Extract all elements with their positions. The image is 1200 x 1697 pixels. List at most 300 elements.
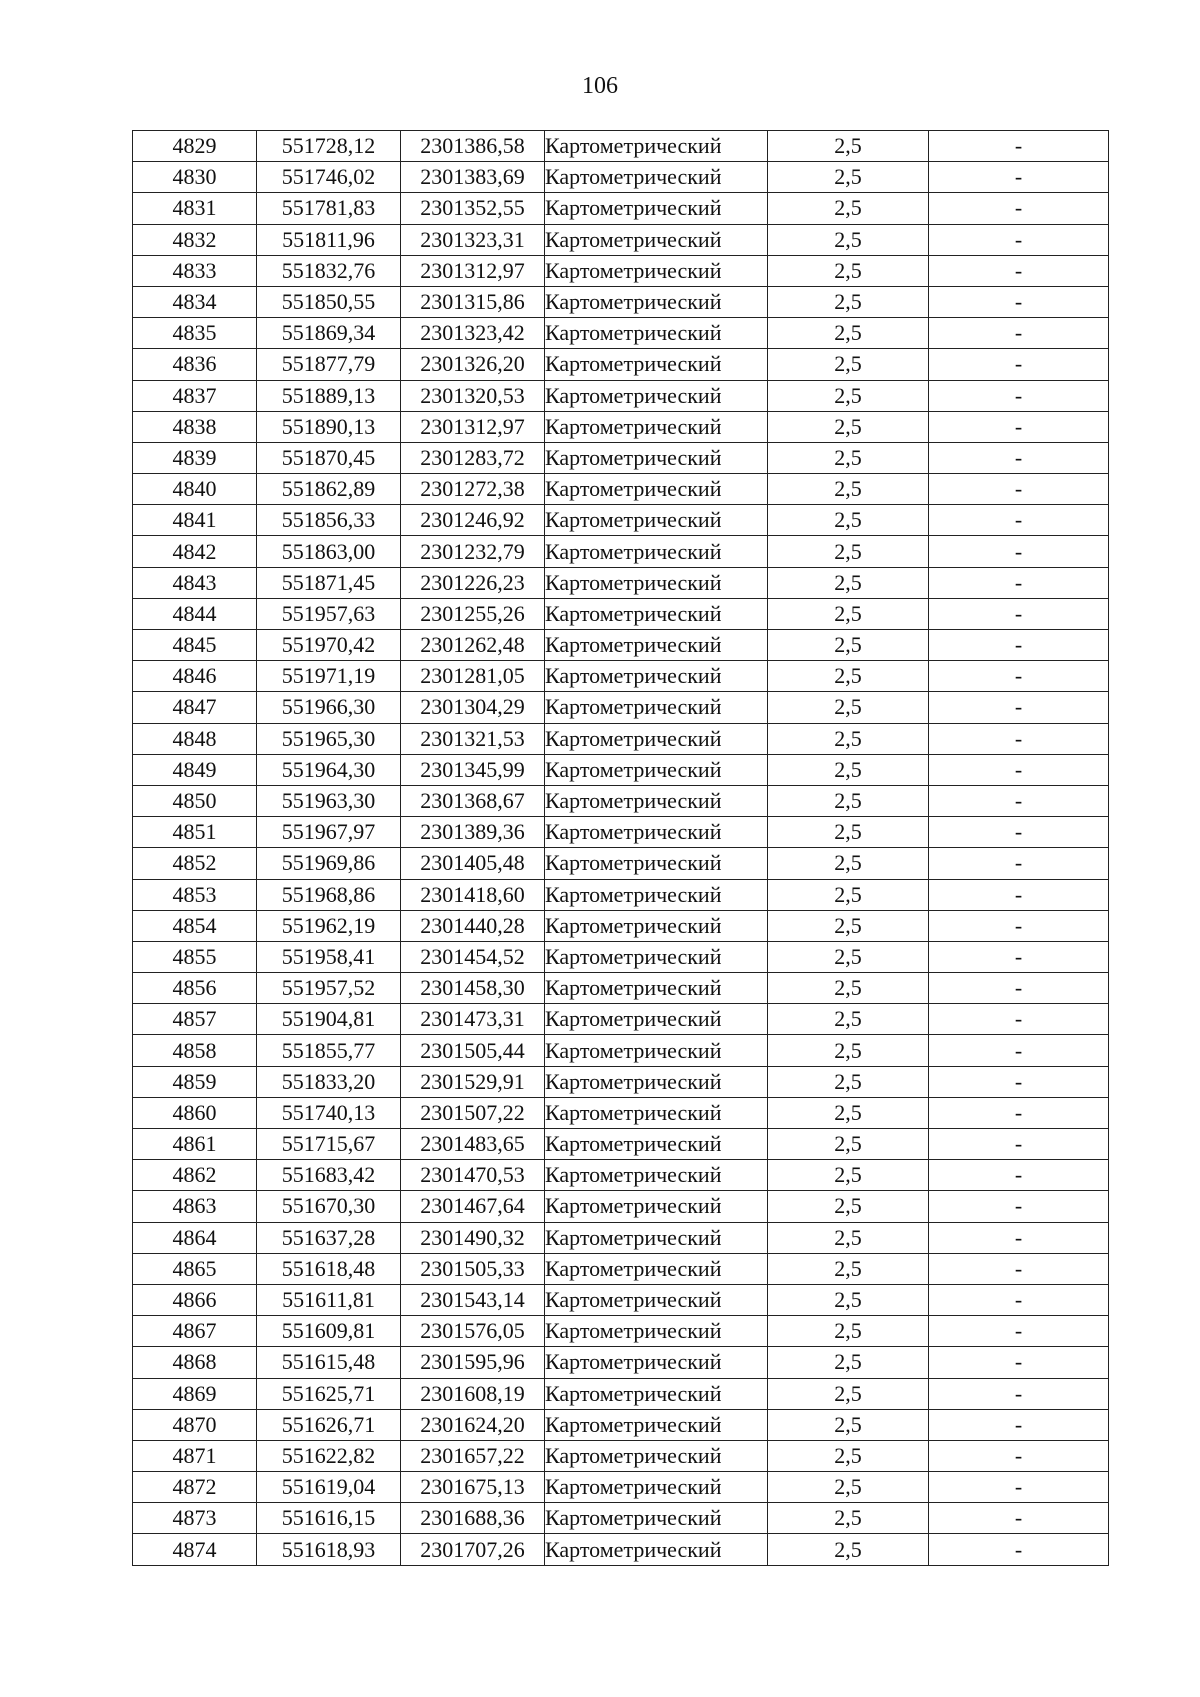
description-cell: - — [929, 692, 1109, 723]
y-coordinate-cell: 2301383,69 — [401, 162, 545, 193]
method-cell: Картометрический — [545, 723, 768, 754]
point-number-cell: 4854 — [133, 910, 257, 941]
precision-cell: 2,5 — [768, 1409, 929, 1440]
point-number-cell: 4831 — [133, 193, 257, 224]
description-cell: - — [929, 1035, 1109, 1066]
y-coordinate-cell: 2301624,20 — [401, 1409, 545, 1440]
coordinates-table-body — [133, 131, 1109, 1566]
table-row — [133, 1440, 1109, 1471]
method-cell: Картометрический — [545, 692, 768, 723]
point-number-cell: 4849 — [133, 754, 257, 785]
point-number-cell: 4856 — [133, 973, 257, 1004]
x-coordinate-cell: 551670,30 — [257, 1191, 401, 1222]
description-cell: - — [929, 754, 1109, 785]
description-cell: - — [929, 1066, 1109, 1097]
description-cell: - — [929, 318, 1109, 349]
x-coordinate-cell: 551871,45 — [257, 567, 401, 598]
page-number: 106 — [582, 73, 618, 99]
precision-cell: 2,5 — [768, 1284, 929, 1315]
table-row — [133, 941, 1109, 972]
method-cell: Картометрический — [545, 1253, 768, 1284]
precision-cell: 2,5 — [768, 474, 929, 505]
y-coordinate-cell: 2301405,48 — [401, 848, 545, 879]
y-coordinate-cell: 2301226,23 — [401, 567, 545, 598]
description-cell: - — [929, 286, 1109, 317]
point-number-cell: 4836 — [133, 349, 257, 380]
table-row — [133, 1503, 1109, 1534]
description-cell: - — [929, 474, 1109, 505]
table-row — [133, 848, 1109, 879]
table-row — [133, 754, 1109, 785]
x-coordinate-cell: 551683,42 — [257, 1160, 401, 1191]
precision-cell: 2,5 — [768, 536, 929, 567]
description-cell: - — [929, 193, 1109, 224]
precision-cell: 2,5 — [768, 1066, 929, 1097]
precision-cell: 2,5 — [768, 598, 929, 629]
description-cell: - — [929, 1316, 1109, 1347]
precision-cell: 2,5 — [768, 442, 929, 473]
x-coordinate-cell: 551611,81 — [257, 1284, 401, 1315]
precision-cell: 2,5 — [768, 1503, 929, 1534]
table-row — [133, 1004, 1109, 1035]
precision-cell: 2,5 — [768, 1097, 929, 1128]
precision-cell: 2,5 — [768, 411, 929, 442]
precision-cell: 2,5 — [768, 505, 929, 536]
description-cell: - — [929, 131, 1109, 162]
precision-cell: 2,5 — [768, 1253, 929, 1284]
precision-cell: 2,5 — [768, 224, 929, 255]
y-coordinate-cell: 2301507,22 — [401, 1097, 545, 1128]
x-coordinate-cell: 551781,83 — [257, 193, 401, 224]
description-cell: - — [929, 567, 1109, 598]
method-cell: Картометрический — [545, 973, 768, 1004]
method-cell: Картометрический — [545, 1222, 768, 1253]
x-coordinate-cell: 551890,13 — [257, 411, 401, 442]
y-coordinate-cell: 2301529,91 — [401, 1066, 545, 1097]
y-coordinate-cell: 2301675,13 — [401, 1472, 545, 1503]
precision-cell: 2,5 — [768, 723, 929, 754]
method-cell: Картометрический — [545, 1066, 768, 1097]
x-coordinate-cell: 551619,04 — [257, 1472, 401, 1503]
point-number-cell: 4851 — [133, 817, 257, 848]
description-cell: - — [929, 1440, 1109, 1471]
x-coordinate-cell: 551965,30 — [257, 723, 401, 754]
x-coordinate-cell: 551740,13 — [257, 1097, 401, 1128]
table-row — [133, 785, 1109, 816]
x-coordinate-cell: 551856,33 — [257, 505, 401, 536]
description-cell: - — [929, 1503, 1109, 1534]
table-row — [133, 661, 1109, 692]
y-coordinate-cell: 2301352,55 — [401, 193, 545, 224]
point-number-cell: 4845 — [133, 630, 257, 661]
point-number-cell: 4848 — [133, 723, 257, 754]
point-number-cell: 4835 — [133, 318, 257, 349]
y-coordinate-cell: 2301490,32 — [401, 1222, 545, 1253]
table-row — [133, 817, 1109, 848]
description-cell: - — [929, 630, 1109, 661]
point-number-cell: 4829 — [133, 131, 257, 162]
method-cell: Картометрический — [545, 380, 768, 411]
x-coordinate-cell: 551622,82 — [257, 1440, 401, 1471]
method-cell: Картометрический — [545, 1035, 768, 1066]
method-cell: Картометрический — [545, 1534, 768, 1565]
method-cell: Картометрический — [545, 1316, 768, 1347]
y-coordinate-cell: 2301246,92 — [401, 505, 545, 536]
method-cell: Картометрический — [545, 474, 768, 505]
table-row — [133, 1035, 1109, 1066]
precision-cell: 2,5 — [768, 318, 929, 349]
y-coordinate-cell: 2301255,26 — [401, 598, 545, 629]
method-cell: Картометрический — [545, 505, 768, 536]
method-cell: Картометрический — [545, 131, 768, 162]
description-cell: - — [929, 1160, 1109, 1191]
precision-cell: 2,5 — [768, 131, 929, 162]
precision-cell: 2,5 — [768, 1191, 929, 1222]
y-coordinate-cell: 2301454,52 — [401, 941, 545, 972]
y-coordinate-cell: 2301688,36 — [401, 1503, 545, 1534]
point-number-cell: 4874 — [133, 1534, 257, 1565]
x-coordinate-cell: 551833,20 — [257, 1066, 401, 1097]
x-coordinate-cell: 551889,13 — [257, 380, 401, 411]
table-row — [133, 505, 1109, 536]
table-row — [133, 255, 1109, 286]
point-number-cell: 4862 — [133, 1160, 257, 1191]
table-row — [133, 1160, 1109, 1191]
method-cell: Картометрический — [545, 442, 768, 473]
method-cell: Картометрический — [545, 817, 768, 848]
precision-cell: 2,5 — [768, 1160, 929, 1191]
description-cell: - — [929, 817, 1109, 848]
point-number-cell: 4865 — [133, 1253, 257, 1284]
table-row — [133, 630, 1109, 661]
x-coordinate-cell: 551963,30 — [257, 785, 401, 816]
point-number-cell: 4840 — [133, 474, 257, 505]
precision-cell: 2,5 — [768, 567, 929, 598]
x-coordinate-cell: 551618,48 — [257, 1253, 401, 1284]
x-coordinate-cell: 551958,41 — [257, 941, 401, 972]
point-number-cell: 4833 — [133, 255, 257, 286]
y-coordinate-cell: 2301440,28 — [401, 910, 545, 941]
point-number-cell: 4841 — [133, 505, 257, 536]
x-coordinate-cell: 551862,89 — [257, 474, 401, 505]
point-number-cell: 4869 — [133, 1378, 257, 1409]
table-row — [133, 162, 1109, 193]
precision-cell: 2,5 — [768, 848, 929, 879]
point-number-cell: 4857 — [133, 1004, 257, 1035]
description-cell: - — [929, 1409, 1109, 1440]
y-coordinate-cell: 2301315,86 — [401, 286, 545, 317]
table-row — [133, 1378, 1109, 1409]
point-number-cell: 4867 — [133, 1316, 257, 1347]
x-coordinate-cell: 551957,52 — [257, 973, 401, 1004]
point-number-cell: 4870 — [133, 1409, 257, 1440]
method-cell: Картометрический — [545, 193, 768, 224]
precision-cell: 2,5 — [768, 286, 929, 317]
x-coordinate-cell: 551746,02 — [257, 162, 401, 193]
table-row — [133, 1534, 1109, 1565]
method-cell: Картометрический — [545, 1284, 768, 1315]
precision-cell: 2,5 — [768, 380, 929, 411]
method-cell: Картометрический — [545, 661, 768, 692]
point-number-cell: 4872 — [133, 1472, 257, 1503]
point-number-cell: 4847 — [133, 692, 257, 723]
method-cell: Картометрический — [545, 1129, 768, 1160]
table-row — [133, 723, 1109, 754]
y-coordinate-cell: 2301281,05 — [401, 661, 545, 692]
y-coordinate-cell: 2301467,64 — [401, 1191, 545, 1222]
precision-cell: 2,5 — [768, 630, 929, 661]
y-coordinate-cell: 2301386,58 — [401, 131, 545, 162]
description-cell: - — [929, 879, 1109, 910]
precision-cell: 2,5 — [768, 1534, 929, 1565]
description-cell: - — [929, 1222, 1109, 1253]
method-cell: Картометрический — [545, 349, 768, 380]
method-cell: Картометрический — [545, 910, 768, 941]
table-row — [133, 1284, 1109, 1315]
point-number-cell: 4843 — [133, 567, 257, 598]
x-coordinate-cell: 551971,19 — [257, 661, 401, 692]
description-cell: - — [929, 442, 1109, 473]
method-cell: Картометрический — [545, 411, 768, 442]
x-coordinate-cell: 551618,93 — [257, 1534, 401, 1565]
precision-cell: 2,5 — [768, 879, 929, 910]
description-cell: - — [929, 1378, 1109, 1409]
description-cell: - — [929, 224, 1109, 255]
point-number-cell: 4852 — [133, 848, 257, 879]
x-coordinate-cell: 551615,48 — [257, 1347, 401, 1378]
table-row — [133, 910, 1109, 941]
method-cell: Картометрический — [545, 1191, 768, 1222]
table-row — [133, 474, 1109, 505]
point-number-cell: 4850 — [133, 785, 257, 816]
precision-cell: 2,5 — [768, 1222, 929, 1253]
description-cell: - — [929, 723, 1109, 754]
method-cell: Картометрический — [545, 1004, 768, 1035]
description-cell: - — [929, 1347, 1109, 1378]
y-coordinate-cell: 2301483,65 — [401, 1129, 545, 1160]
point-number-cell: 4844 — [133, 598, 257, 629]
y-coordinate-cell: 2301272,38 — [401, 474, 545, 505]
y-coordinate-cell: 2301304,29 — [401, 692, 545, 723]
method-cell: Картометрический — [545, 879, 768, 910]
table-row — [133, 1472, 1109, 1503]
table-row — [133, 1347, 1109, 1378]
x-coordinate-cell: 551625,71 — [257, 1378, 401, 1409]
point-number-cell: 4830 — [133, 162, 257, 193]
x-coordinate-cell: 551728,12 — [257, 131, 401, 162]
precision-cell: 2,5 — [768, 941, 929, 972]
point-number-cell: 4837 — [133, 380, 257, 411]
method-cell: Картометрический — [545, 785, 768, 816]
point-number-cell: 4855 — [133, 941, 257, 972]
y-coordinate-cell: 2301657,22 — [401, 1440, 545, 1471]
method-cell: Картометрический — [545, 1440, 768, 1471]
table-row — [133, 131, 1109, 162]
description-cell: - — [929, 941, 1109, 972]
precision-cell: 2,5 — [768, 349, 929, 380]
point-number-cell: 4858 — [133, 1035, 257, 1066]
point-number-cell: 4868 — [133, 1347, 257, 1378]
table-row — [133, 536, 1109, 567]
x-coordinate-cell: 551715,67 — [257, 1129, 401, 1160]
method-cell: Картометрический — [545, 536, 768, 567]
y-coordinate-cell: 2301321,53 — [401, 723, 545, 754]
table-row — [133, 1253, 1109, 1284]
table-row — [133, 411, 1109, 442]
y-coordinate-cell: 2301707,26 — [401, 1534, 545, 1565]
description-cell: - — [929, 1284, 1109, 1315]
y-coordinate-cell: 2301323,31 — [401, 224, 545, 255]
x-coordinate-cell: 551964,30 — [257, 754, 401, 785]
precision-cell: 2,5 — [768, 973, 929, 1004]
y-coordinate-cell: 2301312,97 — [401, 411, 545, 442]
method-cell: Картометрический — [545, 1097, 768, 1128]
method-cell: Картометрический — [545, 286, 768, 317]
method-cell: Картометрический — [545, 1378, 768, 1409]
precision-cell: 2,5 — [768, 193, 929, 224]
x-coordinate-cell: 551869,34 — [257, 318, 401, 349]
description-cell: - — [929, 1253, 1109, 1284]
x-coordinate-cell: 551870,45 — [257, 442, 401, 473]
method-cell: Картометрический — [545, 255, 768, 286]
table-row — [133, 224, 1109, 255]
method-cell: Картометрический — [545, 848, 768, 879]
method-cell: Картометрический — [545, 1347, 768, 1378]
y-coordinate-cell: 2301389,36 — [401, 817, 545, 848]
x-coordinate-cell: 551637,28 — [257, 1222, 401, 1253]
y-coordinate-cell: 2301595,96 — [401, 1347, 545, 1378]
precision-cell: 2,5 — [768, 754, 929, 785]
table-row — [133, 193, 1109, 224]
description-cell: - — [929, 162, 1109, 193]
table-row — [133, 879, 1109, 910]
point-number-cell: 4861 — [133, 1129, 257, 1160]
table-row — [133, 1316, 1109, 1347]
description-cell: - — [929, 910, 1109, 941]
y-coordinate-cell: 2301283,72 — [401, 442, 545, 473]
precision-cell: 2,5 — [768, 692, 929, 723]
point-number-cell: 4839 — [133, 442, 257, 473]
point-number-cell: 4842 — [133, 536, 257, 567]
table-row — [133, 286, 1109, 317]
precision-cell: 2,5 — [768, 255, 929, 286]
precision-cell: 2,5 — [768, 1129, 929, 1160]
precision-cell: 2,5 — [768, 162, 929, 193]
y-coordinate-cell: 2301368,67 — [401, 785, 545, 816]
description-cell: - — [929, 785, 1109, 816]
x-coordinate-cell: 551609,81 — [257, 1316, 401, 1347]
x-coordinate-cell: 551626,71 — [257, 1409, 401, 1440]
description-cell: - — [929, 411, 1109, 442]
table-row — [133, 1409, 1109, 1440]
point-number-cell: 4859 — [133, 1066, 257, 1097]
table-row — [133, 692, 1109, 723]
x-coordinate-cell: 551832,76 — [257, 255, 401, 286]
table-row — [133, 442, 1109, 473]
point-number-cell: 4838 — [133, 411, 257, 442]
method-cell: Картометрический — [545, 598, 768, 629]
table-row — [133, 598, 1109, 629]
y-coordinate-cell: 2301543,14 — [401, 1284, 545, 1315]
point-number-cell: 4866 — [133, 1284, 257, 1315]
description-cell: - — [929, 661, 1109, 692]
method-cell: Картометрический — [545, 567, 768, 598]
x-coordinate-cell: 551877,79 — [257, 349, 401, 380]
description-cell: - — [929, 598, 1109, 629]
point-number-cell: 4873 — [133, 1503, 257, 1534]
method-cell: Картометрический — [545, 162, 768, 193]
y-coordinate-cell: 2301326,20 — [401, 349, 545, 380]
method-cell: Картометрический — [545, 224, 768, 255]
method-cell: Картометрический — [545, 1472, 768, 1503]
description-cell: - — [929, 1004, 1109, 1035]
point-number-cell: 4860 — [133, 1097, 257, 1128]
precision-cell: 2,5 — [768, 661, 929, 692]
y-coordinate-cell: 2301323,42 — [401, 318, 545, 349]
x-coordinate-cell: 551967,97 — [257, 817, 401, 848]
description-cell: - — [929, 536, 1109, 567]
precision-cell: 2,5 — [768, 1347, 929, 1378]
precision-cell: 2,5 — [768, 1472, 929, 1503]
y-coordinate-cell: 2301576,05 — [401, 1316, 545, 1347]
point-number-cell: 4864 — [133, 1222, 257, 1253]
method-cell: Картометрический — [545, 941, 768, 972]
table-row — [133, 1066, 1109, 1097]
y-coordinate-cell: 2301473,31 — [401, 1004, 545, 1035]
method-cell: Картометрический — [545, 630, 768, 661]
table-row — [133, 380, 1109, 411]
precision-cell: 2,5 — [768, 785, 929, 816]
description-cell: - — [929, 380, 1109, 411]
method-cell: Картометрический — [545, 1160, 768, 1191]
table-row — [133, 1222, 1109, 1253]
x-coordinate-cell: 551855,77 — [257, 1035, 401, 1066]
table-row — [133, 567, 1109, 598]
point-number-cell: 4871 — [133, 1440, 257, 1471]
description-cell: - — [929, 1472, 1109, 1503]
method-cell: Картометрический — [545, 1409, 768, 1440]
x-coordinate-cell: 551850,55 — [257, 286, 401, 317]
y-coordinate-cell: 2301608,19 — [401, 1378, 545, 1409]
y-coordinate-cell: 2301320,53 — [401, 380, 545, 411]
description-cell: - — [929, 1191, 1109, 1222]
y-coordinate-cell: 2301232,79 — [401, 536, 545, 567]
x-coordinate-cell: 551969,86 — [257, 848, 401, 879]
table-row — [133, 318, 1109, 349]
coordinates-table — [132, 130, 1109, 1566]
x-coordinate-cell: 551811,96 — [257, 224, 401, 255]
description-cell: - — [929, 1534, 1109, 1565]
description-cell: - — [929, 255, 1109, 286]
point-number-cell: 4834 — [133, 286, 257, 317]
description-cell: - — [929, 1129, 1109, 1160]
point-number-cell: 4853 — [133, 879, 257, 910]
y-coordinate-cell: 2301505,44 — [401, 1035, 545, 1066]
table-row — [133, 973, 1109, 1004]
precision-cell: 2,5 — [768, 1004, 929, 1035]
y-coordinate-cell: 2301312,97 — [401, 255, 545, 286]
table-row — [133, 1191, 1109, 1222]
precision-cell: 2,5 — [768, 1035, 929, 1066]
point-number-cell: 4863 — [133, 1191, 257, 1222]
x-coordinate-cell: 551616,15 — [257, 1503, 401, 1534]
table-row — [133, 1097, 1109, 1128]
y-coordinate-cell: 2301418,60 — [401, 879, 545, 910]
precision-cell: 2,5 — [768, 817, 929, 848]
x-coordinate-cell: 551863,00 — [257, 536, 401, 567]
method-cell: Картометрический — [545, 754, 768, 785]
description-cell: - — [929, 505, 1109, 536]
